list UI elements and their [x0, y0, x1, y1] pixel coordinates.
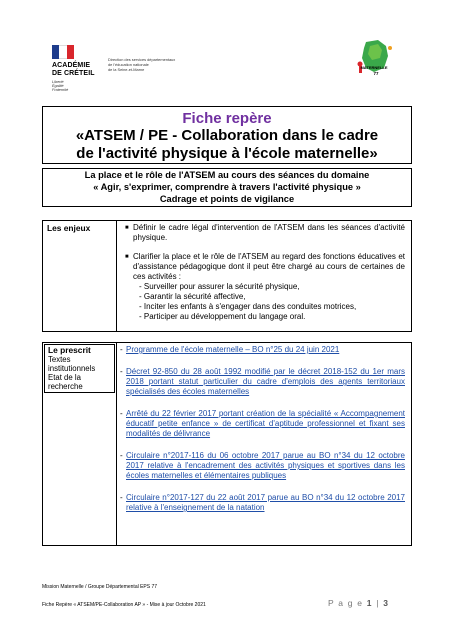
list-item: - Circulaire n°2017-127 du 22 août 2017 parue au BO n°34 du 12 octobre 2017 relative à l'enseignement de la natation: [120, 493, 405, 512]
academy-name: ACADÉMIE DE CRÉTEIL: [52, 62, 95, 77]
enjeux-bullet-2: [125, 252, 405, 282]
prescrit-label-cell: [43, 343, 117, 545]
subtitle-line2: « Agir, s'exprimer, comprendre à travers l'activité physique »: [93, 182, 361, 192]
square-bullet-icon: ■: [125, 254, 129, 260]
direction-label: Direction des services départementaux de l'éducation nationale de la Seine-et-Marne: [108, 57, 176, 72]
list-item: - Inciter les enfants à s'engager dans des conduites motrices,: [139, 302, 357, 311]
enjeux-sub-list: [125, 282, 405, 322]
page-total: 3: [383, 598, 390, 608]
prescrit-label-box: [44, 344, 115, 393]
main-title-line2: de l'activité physique à l'école maternelle»: [76, 144, 378, 162]
list-item: - Circulaire n°2017-116 du 06 octobre 2017 parue au BO n°34 du 12 octobre 2017 relative à l'encadrement des activités physiques et sportives dans les écoles maternelles et élémentaires publiques: [120, 451, 405, 480]
page-number: [328, 598, 389, 608]
prescrit-label: Le prescrit: [48, 345, 91, 355]
enjeux-label: Les enjeux: [47, 223, 91, 233]
republic-motto: Liberté Égalité Fraternité: [52, 80, 69, 93]
programme-link[interactable]: Programme de l'école maternelle – BO n°25 du 24 juin 2021: [126, 345, 340, 354]
subtitle-line3: Cadrage et points de vigilance: [159, 194, 295, 204]
circulaire-2017-127-link[interactable]: Circulaire n°2017-127 du 22 août 2017 parue au BO n°34 du 12 octobre 2017 relative à l'enseignement de la natation: [126, 493, 405, 512]
arrete-link[interactable]: Arrêté du 22 février 2017 portant création de la spécialité « Accompagnement éducatif petite enfance » de certificat d'aptitude professionnel et fixant ses modalités de délivrance: [126, 409, 405, 438]
enjeux-bullet-1-text: Définir le cadre légal d'intervention de l'ATSEM dans les séances d'activité physique.: [133, 223, 405, 242]
list-item: - Programme de l'école maternelle – BO n°25 du 24 juin 2021: [120, 345, 340, 354]
title-box: [42, 106, 412, 164]
page-separator: |: [376, 598, 380, 608]
svg-text:77: 77: [373, 71, 379, 76]
prescrit-section: [42, 342, 412, 546]
circulaire-2017-116-link[interactable]: Circulaire n°2017-116 du 06 octobre 2017 parue au BO n°34 du 12 octobre 2017 relative à l'encadrement des activités physiques et sportives dans les écoles maternelles et élémentaires publiques: [126, 451, 405, 480]
list-item: - Arrêté du 22 février 2017 portant création de la spécialité « Accompagnement éducatif petite enfance » de certificat d'aptitude professionnel et fixant ses modalités de délivrance: [120, 409, 405, 438]
enjeux-bullet-1: [125, 223, 405, 243]
fiche-title: Fiche repère: [182, 110, 272, 127]
list-item: - Surveiller pour assurer la sécurité physique,: [139, 282, 300, 291]
enjeux-content: [117, 221, 411, 331]
marianne-flag-icon: [52, 45, 74, 59]
square-bullet-icon: ■: [125, 225, 129, 231]
footer-fiche-ref: Fiche Repère « ATSEM/PE-Collaboration AP » - Mise à jour Octobre 2021: [42, 602, 206, 608]
list-item: - Garantir la sécurité affective,: [139, 292, 246, 301]
page-word: P a g e: [328, 598, 364, 608]
subtitle-line1: La place et le rôle de l'ATSEM au cours des séances du domaine: [84, 170, 370, 180]
footer-mission: Mission Maternelle / Groupe Départemental EPS 77: [42, 584, 158, 590]
list-item: - Décret 92-850 du 28 août 1992 modifié par le décret 2018-152 du 1er mars 2018 portant statut particulier du cadre d'emplois des agents territoriaux spécialisés des écoles maternelles: [120, 367, 405, 396]
svg-text:MATERNELLE: MATERNELLE: [360, 65, 388, 70]
subtitle-box: [42, 168, 412, 207]
page-current: 1: [366, 598, 373, 608]
main-title-line1: «ATSEM / PE - Collaboration dans le cadre: [75, 127, 379, 144]
maternelle-77-logo: [352, 38, 396, 78]
prescrit-content: [117, 343, 411, 545]
enjeux-label-cell: [43, 221, 117, 331]
enjeux-section: [42, 220, 412, 332]
list-item: - Participer au développement du langage oral.: [139, 312, 306, 321]
enjeux-bullet-2-text: Clarifier la place et le rôle de l'ATSEM au regard des fonctions éducatives et d'assistance pédagogique dont il peut être chargé au cours de certaines de ces activités :: [133, 252, 405, 281]
decret-link[interactable]: Décret 92-850 du 28 août 1992 modifié par le décret 2018-152 du 1er mars 2018 portant statut particulier du cadre d'emplois des agents territoriaux spécialisés des écoles maternelles: [126, 367, 405, 396]
prescrit-sub-label: Textes institutionnels Etat de la recherche: [48, 355, 96, 391]
